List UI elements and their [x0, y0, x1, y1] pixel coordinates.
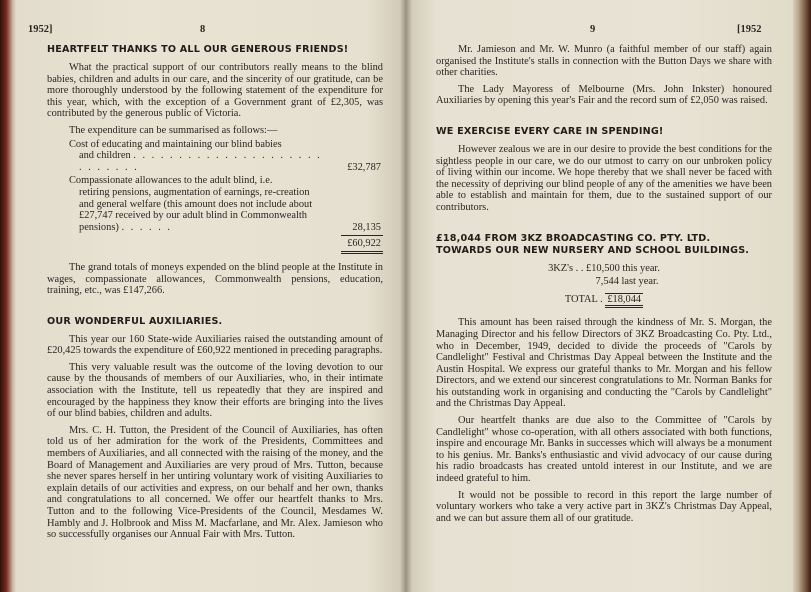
paragraph-lady-mayoress: The Lady Mayoress of Melbourne (Mrs. John Inkster) honoured Auxiliaries by opening this year's Fair and the record sum of £2,050 was raised. [436, 83, 772, 107]
book-gutter-shadow [400, 0, 412, 592]
kz-total-row [436, 294, 772, 306]
kz-total-amount: £18,044 [605, 293, 643, 308]
left-page-content [47, 44, 383, 546]
kz-last-year: 7,544 last year. [595, 276, 659, 288]
heading-care-in-spending: WE EXERCISE EVERY CARE IN SPENDING! [436, 125, 664, 137]
book-edge-left [0, 0, 16, 592]
right-page [406, 0, 793, 592]
left-page-number: 8 [200, 24, 206, 35]
heading-wonderful-auxiliaries: OUR WONDERFUL AUXILIARIES. [47, 315, 223, 327]
kz-last-year-row [436, 276, 772, 288]
left-running-year: 1952] [28, 24, 53, 35]
paragraph-auxiliaries-raised: This year our 160 State-wide Auxiliaries raised the outstanding amount of £20,425 towards the expenditure of £60,922 mentioned in preceding paragraphs. [47, 333, 383, 357]
kz-this-year: £10,500 this year. [586, 262, 660, 274]
paragraph-carols-committee: Our heartfelt thanks are due also to the Committee of "Carols by Candlelight" whose co-operation, with all others associated with both functions, inspire and encourage Mr. Banks in successes which will always be a monument to his genius. Mr. Banks's enthusiastic and vivid advocacy of our cause during his radio broadcasts has created untold interest in our Institute, and we are indeed grateful to him. [436, 415, 772, 485]
left-page [16, 0, 406, 592]
paragraph-jamieson-munro: Mr. Jamieson and Mr. W. Munro (a faithful member of our staff) again organised the Institute's stalls in connection with the Button Days we share with other charities. [436, 44, 772, 79]
expenditure-item-education [47, 139, 383, 174]
paragraph-voluntary-workers: It would not be possible to record in this report the large number of voluntary workers who take a very active part in 3KZ's Christmas Day Appeal, and we can but assure them all of our gratitude. [436, 489, 772, 524]
expenditure-leader-dots: . . . . . . [121, 221, 173, 233]
paragraph-practical-support: What the practical support of our contributors really means to the blind babies, children and adults in our care, and the sincerity of our gratitude, can be more thoroughly understood by the following statement of the expenditure for this year, which, with the exception of a Government grant of £2,305, was contributed by the generous public of Victoria. [47, 62, 383, 120]
expenditure-item-allowances [47, 175, 383, 233]
expenditure-item-allowances-rest: retiring pensions, augmentation of earnings, re-creation and general welfare (this amount does not include about £27,747 received by our adult blind in Commonwealth pensions) [79, 186, 313, 233]
right-page-number: 9 [590, 24, 596, 35]
expenditure-intro: The expenditure can be summarised as follows:— [69, 124, 278, 136]
expenditure-item-education-amount: £32,787 [347, 161, 381, 173]
expenditure-leader-dots: . . . . . . . . . . . . . . . . . . . . . . . . . . . . [79, 150, 322, 173]
right-running-year: [1952 [737, 24, 762, 35]
expenditure-item-education-line1: Cost of educating and maintaining our blind babies [69, 138, 282, 150]
heading-3kz-broadcasting [436, 233, 772, 257]
expenditure-total [47, 235, 383, 254]
kz-total-label: TOTAL . [564, 293, 603, 305]
paragraph-zealous: However zealous we are in our desire to provide the best conditions for the sightless people in our care, we do our utmost to carry on our unbroken policy of living within our income. We hope thereby that we shall never be faced with the necessity of depriving our blind people of any of the amenities we have been able to establish and maintain for them, due to the sustained support of our contributors. [436, 143, 772, 213]
paragraph-mrs-tutton: Mrs. C. H. Tutton, the President of the Council of Auxiliaries, has often told us of her admiration for the work of the Presidents, Committees and members of Auxiliaries, and all connected with the raising of the money, and the Board of Management and Auxiliaries are very proud of Mrs. Tutton, because she never spares herself in her untiring voluntary work of visiting Auxiliaries to explain details of our activities and express, on our behalf and her own, thanks and congratulations to all concerned. We offer our heartfelt thanks to Mrs. Tutton and to the following Vice-Presidents of the Council, Mesdames W. Hambly and J. Holbrook and Miss M. Macfarlane, and Mr. Alex. Jamieson who so successfully organises our Annual Fair with Mrs. Tutton. [47, 424, 383, 541]
expenditure-item-allowances-amount: 28,135 [352, 221, 381, 233]
kz-label: 3KZ's . . [548, 262, 584, 274]
right-page-content [436, 44, 772, 529]
heading-heartfelt-thanks: HEARTFELT THANKS TO ALL OUR GENEROUS FRIENDS! [47, 44, 349, 55]
expenditure-total-amount: £60,922 [341, 235, 383, 254]
heading-3kz-line2: TOWARDS OUR NEW NURSERY AND SCHOOL BUILDINGS. [436, 244, 750, 256]
paragraph-valuable-result: This very valuable result was the outcome of the loving devotion to our cause by the thousands of members of our Auxiliaries, who, in their intimate association with the Institute, tell us repeatedly that they are inspired and encouraged by the happiness they know their efforts are bringing into the lives of our blind babies, children and adults. [47, 361, 383, 420]
paragraph-grand-totals: The grand totals of moneys expended on the blind people at the Institute in wages, compassionate allowances, Commonwealth pensions, education, training, etc., was £147,266. [47, 261, 383, 297]
book-edge-right [793, 0, 811, 592]
heading-3kz-line1: £18,044 FROM 3KZ BROADCASTING CO. PTY. LTD. [436, 232, 711, 244]
expenditure-item-education-line2: and children [79, 150, 131, 162]
expenditure-item-allowances-line1: Compassionate allowances to the adult blind, i.e. [69, 175, 273, 187]
kz-this-year-row [436, 263, 772, 275]
paragraph-kindness-morgan: This amount has been raised through the kindness of Mr. S. Morgan, the Managing Director and his fellow Directors of 3KZ Broadcasting Co. Pty. Ltd., who in December, 1949, decided to divide the proceeds of "Carols by Candlelight" Festival and Christmas Day Appeal between the Institute and the Austin Hospital. We express our grateful thanks to Mr. Morgan and his fellow Directors, and we extend our sincerest congratulations to Mr. Norman Banks for his outstanding work in organising and conducting the "Carols by Candlelight" and the Christmas Day Appeal. [436, 317, 772, 410]
